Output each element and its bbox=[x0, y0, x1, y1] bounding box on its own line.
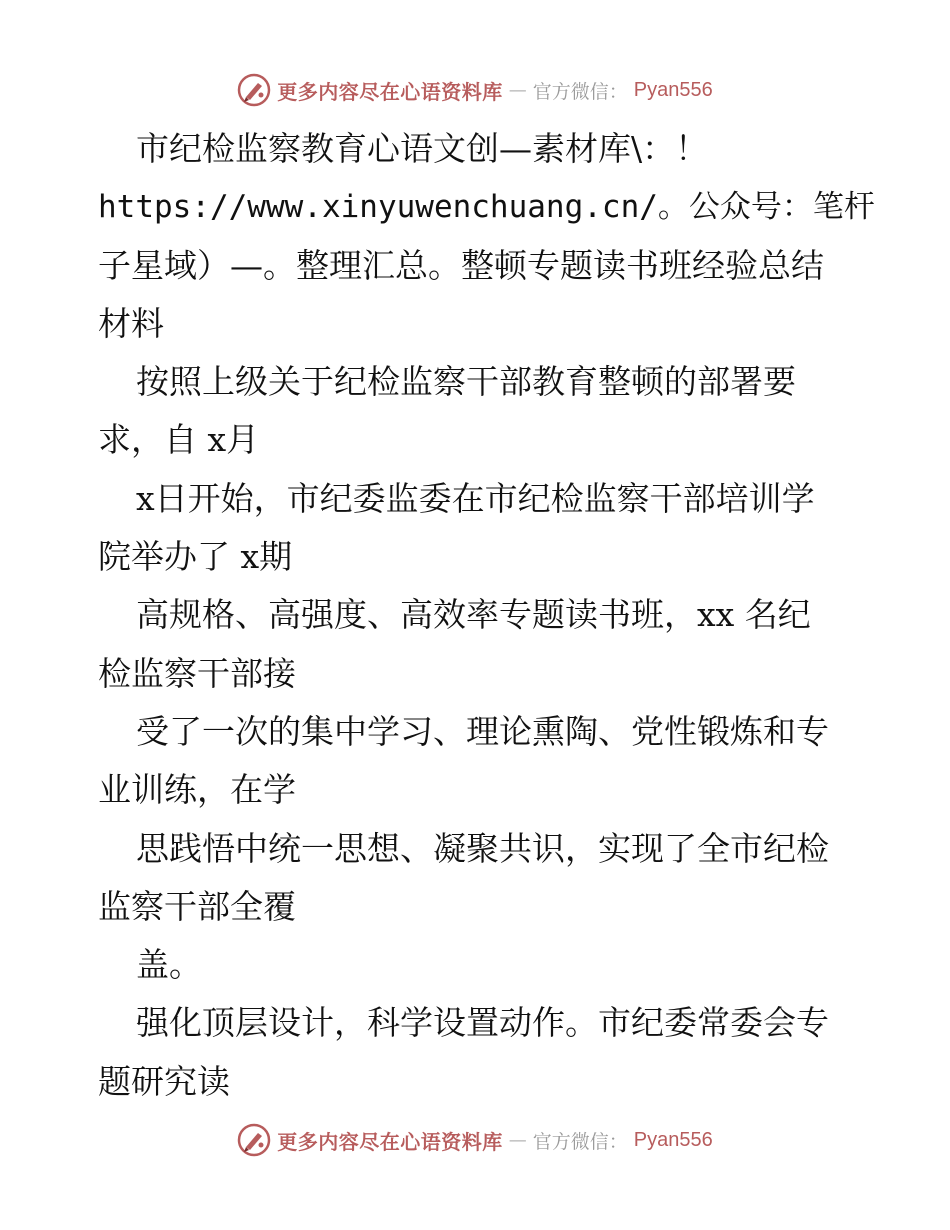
footer-wechat-id: Pyan556 bbox=[633, 1128, 713, 1151]
text-line: 业训练，在学 bbox=[98, 770, 296, 810]
footer-banner bbox=[0, 1120, 950, 1160]
header-wechat-id: Pyan556 bbox=[633, 78, 713, 101]
text-line: 强化顶层设计，科学设置动作。市纪委常委会专 bbox=[136, 1003, 829, 1043]
footer-wechat-label: 官方微信： bbox=[532, 1130, 628, 1153]
text-line: 子星域）—。整理汇总。整顿专题读书班经验总结 bbox=[98, 245, 824, 285]
text-line: 思践悟中统一思想、凝聚共识，实现了全市纪检 bbox=[136, 828, 829, 868]
footer-separator: — bbox=[508, 1129, 527, 1151]
text-line: 院举办了 x期 bbox=[98, 537, 293, 577]
text-line: 材料 bbox=[98, 303, 164, 343]
header-wechat-label: 官方微信： bbox=[532, 80, 628, 103]
text-line: 检监察干部接 bbox=[98, 653, 296, 693]
header-banner bbox=[0, 70, 950, 110]
text-line: x日开始，市纪委监委在市纪检监察干部培训学 bbox=[136, 478, 815, 518]
footer-site-name: 更多内容尽在心语资料库 bbox=[277, 1129, 503, 1154]
text-line: 监察干部全覆 bbox=[98, 886, 296, 926]
text-line: 市纪检监察教育心语文创—素材库\：！ bbox=[136, 129, 709, 168]
document-body bbox=[98, 120, 875, 1111]
text-line: 求，自 x月 bbox=[98, 420, 260, 460]
header-separator: — bbox=[508, 79, 527, 101]
pen-logo-icon bbox=[237, 73, 271, 107]
url-line: https://www.xinyuwenchuang.cn/。公众号：笔杆 bbox=[98, 189, 875, 226]
text-line: 题研究读 bbox=[98, 1061, 230, 1101]
text-line: 受了一次的集中学习、理论熏陶、党性锻炼和专 bbox=[136, 711, 829, 751]
text-line: 盖。 bbox=[136, 945, 202, 985]
text-line: 按照上级关于纪检监察干部教育整顿的部署要 bbox=[136, 362, 796, 402]
header-site-name: 更多内容尽在心语资料库 bbox=[277, 79, 503, 104]
pen-logo-icon bbox=[237, 1123, 271, 1157]
text-line: 高规格、高强度、高效率专题读书班，xx 名纪 bbox=[136, 595, 811, 635]
